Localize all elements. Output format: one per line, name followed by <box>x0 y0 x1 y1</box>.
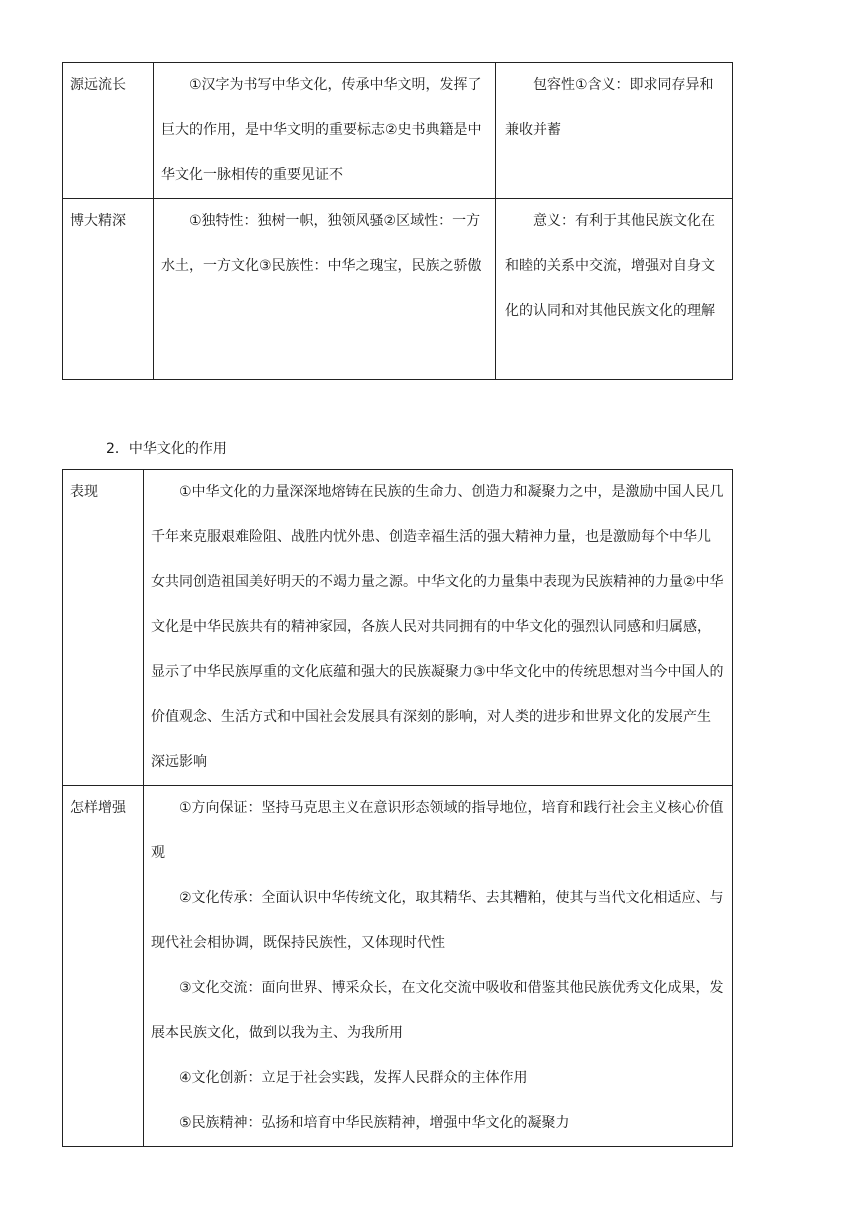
row-label: 源远流长 <box>63 63 154 199</box>
row-content: ①汉字为书写中华文化，传承中华文明，发挥了巨大的作用，是中华文明的重要标志②史书典籍是中华文化一脉相传的重要见证不 <box>154 63 496 199</box>
table-row <box>63 470 733 786</box>
table-row <box>63 199 733 380</box>
culture-role-table <box>62 469 733 1147</box>
paragraph: ③文化交流：面向世界、博采众长，在文化交流中吸收和借鉴其他民族优秀文化成果，发展本民族文化，做到以我为主、为我所用 <box>151 980 724 1041</box>
row-content: ①独特性：独树一帜，独领风骚②区域性：一方水土，一方文化③民族性：中华之瑰宝，民族之骄傲 <box>154 199 496 380</box>
paragraph: ①方向保证：坚持马克思主义在意识形态领域的指导地位，培育和践行社会主义核心价值观 <box>151 800 724 861</box>
row-content <box>144 470 733 786</box>
row-side-note: 意义：有利于其他民族文化在和睦的关系中交流，增强对自身文化的认同和对其他民族文化的理解 <box>496 199 733 380</box>
table-row <box>63 63 733 199</box>
paragraph: ④文化创新：立足于社会实践，发挥人民群众的主体作用 <box>179 1070 528 1086</box>
table-row <box>63 786 733 1147</box>
row-label: 博大精深 <box>63 199 154 380</box>
row-label: 怎样增强 <box>63 786 144 1147</box>
paragraph: ⑤民族精神：弘扬和培育中华民族精神，增强中华文化的凝聚力 <box>179 1115 570 1131</box>
paragraph: ①中华文化的力量深深地熔铸在民族的生命力、创造力和凝聚力之中，是激励中国人民几千年来克服艰难险阻、战胜内忧外患、创造幸福生活的强大精神力量，也是激励每个中华儿女共同创造祖国美好明天的不竭力量之源。中华文化的力量集中表现为民族精神的力量②中华文化是中华民族共有的精神家园，各族人民对共同拥有的中华文化的强烈认同感和归属感，显示了中华民族厚重的文化底蕴和强大的民族凝聚力③中华文化中的传统思想对当今中国人的价值观念、生活方式和中国社会发展具有深刻的影响，对人类的进步和世界文化的发展产生深远影响 <box>151 484 724 770</box>
row-label: 表现 <box>63 470 144 786</box>
culture-features-table <box>62 62 733 380</box>
row-side-note: 包容性①含义：即求同存异和兼收并蓄 <box>496 63 733 199</box>
paragraph: ②文化传承：全面认识中华传统文化，取其精华、去其糟粕，使其与当代文化相适应、与现代社会相协调，既保持民族性，又体现时代性 <box>151 890 724 951</box>
row-content <box>144 786 733 1147</box>
section-heading: 2．中华文化的作用 <box>106 441 227 457</box>
